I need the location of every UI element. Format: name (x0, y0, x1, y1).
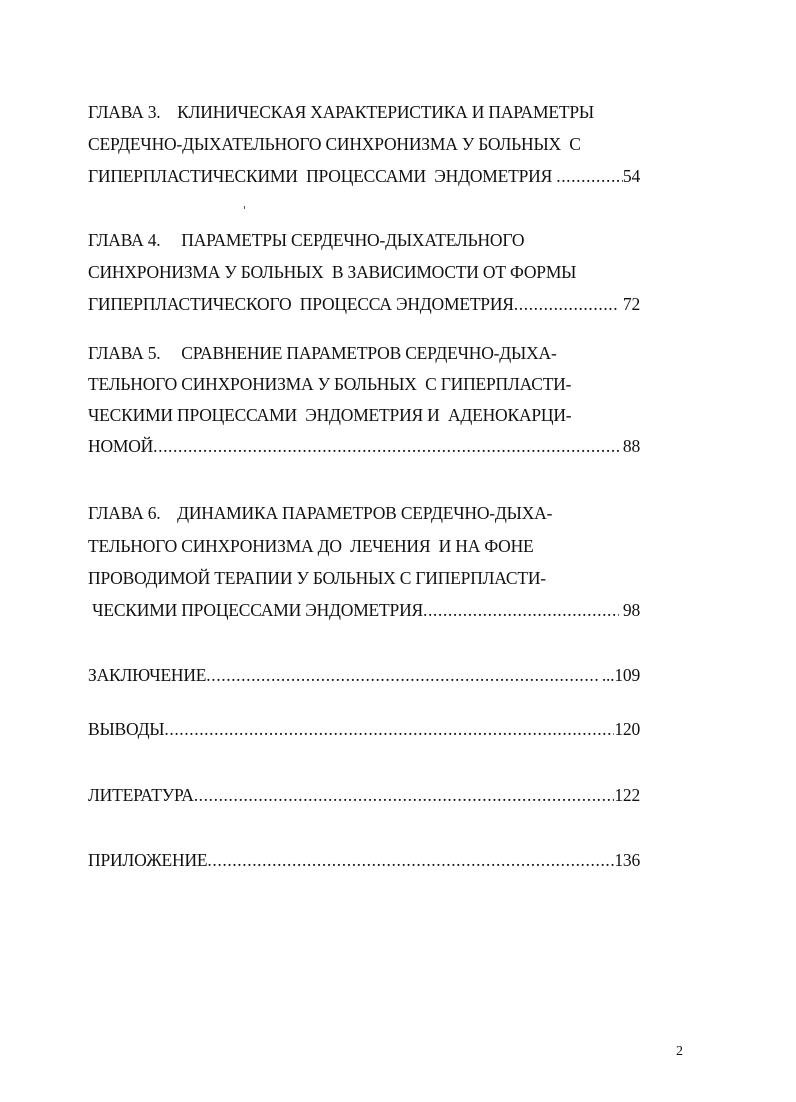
toc-chapter-6-line-4: ЧЕСКИМИ ПРОЦЕССАМИ ЭНДОМЕТРИЯ (88, 600, 423, 620)
toc-chapter-4-page: 72 (618, 294, 640, 314)
toc-literature-page: 122 (614, 785, 640, 805)
dot-leader (514, 294, 619, 315)
dot-leader (164, 719, 614, 740)
toc-findings-page: 120 (614, 719, 640, 739)
page-number: 2 (676, 1044, 683, 1059)
toc-chapter-4-line-1: ГЛАВА 4. ПАРАМЕТРЫ СЕРДЕЧНО-ДЫХАТЕЛЬНОГО (88, 230, 525, 250)
toc-literature-entry[interactable] (88, 785, 640, 806)
toc-chapter-6-line-1: ГЛАВА 6. ДИНАМИКА ПАРАМЕТРОВ СЕРДЕЧНО-ДЫХА- (88, 503, 553, 523)
toc-chapter-3-line-3: ГИПЕРПЛАСТИЧЕСКИМИ ПРОЦЕССАМИ ЭНДОМЕТРИЯ (88, 166, 557, 186)
toc-chapter-5-entry[interactable] (88, 436, 640, 457)
dot-leader (207, 850, 614, 871)
toc-appendix-page: 136 (614, 850, 640, 870)
toc-literature-label: ЛИТЕРАТУРА (88, 785, 194, 805)
toc-chapter-5-line-1: ГЛАВА 5. СРАВНЕНИЕ ПАРАМЕТРОВ СЕРДЕЧНО-ДЫХА- (88, 343, 557, 363)
scan-artifact (244, 206, 245, 209)
toc-chapter-3-line-1: ГЛАВА 3. КЛИНИЧЕСКАЯ ХАРАКТЕРИСТИКА И ПАРАМЕТРЫ (88, 102, 594, 122)
toc-chapter-3-page: 54 (622, 166, 640, 186)
toc-chapter-4-line-2: СИНХРОНИЗМА У БОЛЬНЫХ В ЗАВИСИМОСТИ ОТ ФОРМЫ (88, 262, 577, 282)
dot-leader (194, 785, 615, 806)
toc-conclusion-label: ЗАКЛЮЧЕНИЕ (88, 665, 207, 685)
toc-findings-entry[interactable] (88, 719, 640, 740)
toc-chapter-5-line-3: ЧЕСКИМИ ПРОЦЕССАМИ ЭНДОМЕТРИЯ И АДЕНОКАРЦИ- (88, 405, 572, 425)
dot-leader (206, 665, 597, 686)
toc-chapter-6-entry[interactable] (88, 600, 640, 621)
toc-conclusion-entry[interactable] (88, 665, 640, 686)
toc-appendix-entry[interactable] (88, 850, 640, 871)
dot-leader (556, 166, 623, 187)
dot-leader (423, 600, 619, 621)
toc-chapter-4-line-3: ГИПЕРПЛАСТИЧЕСКОГО ПРОЦЕССА ЭНДОМЕТРИЯ (88, 294, 514, 314)
toc-chapter-5-line-4: НОМОЙ (88, 436, 154, 456)
toc-chapter-6-line-2: ТЕЛЬНОГО СИНХРОНИЗМА ДО ЛЕЧЕНИЯ И НА ФОНЕ (88, 536, 534, 556)
toc-findings-label: ВЫВОДЫ (88, 719, 165, 739)
toc-chapter-6-line-3: ПРОВОДИМОЙ ТЕРАПИИ У БОЛЬНЫХ С ГИПЕРПЛАСТИ- (88, 568, 546, 588)
toc-appendix-label: ПРИЛОЖЕНИЕ (88, 850, 208, 870)
toc-chapter-5-page: 88 (618, 436, 640, 456)
toc-chapter-3-line-2: СЕРДЕЧНО-ДЫХАТЕЛЬНОГО СИНХРОНИЗМА У БОЛЬНЫХ С (88, 134, 581, 154)
toc-chapter-3-entry[interactable] (88, 166, 640, 187)
toc-chapter-5-line-2: ТЕЛЬНОГО СИНХРОНИЗМА У БОЛЬНЫХ С ГИПЕРПЛАСТИ- (88, 374, 572, 394)
toc-chapter-4-entry[interactable] (88, 294, 640, 315)
dot-leader (153, 436, 619, 457)
toc-chapter-6-page: 98 (618, 600, 640, 620)
toc-conclusion-page: ...109 (597, 665, 640, 685)
